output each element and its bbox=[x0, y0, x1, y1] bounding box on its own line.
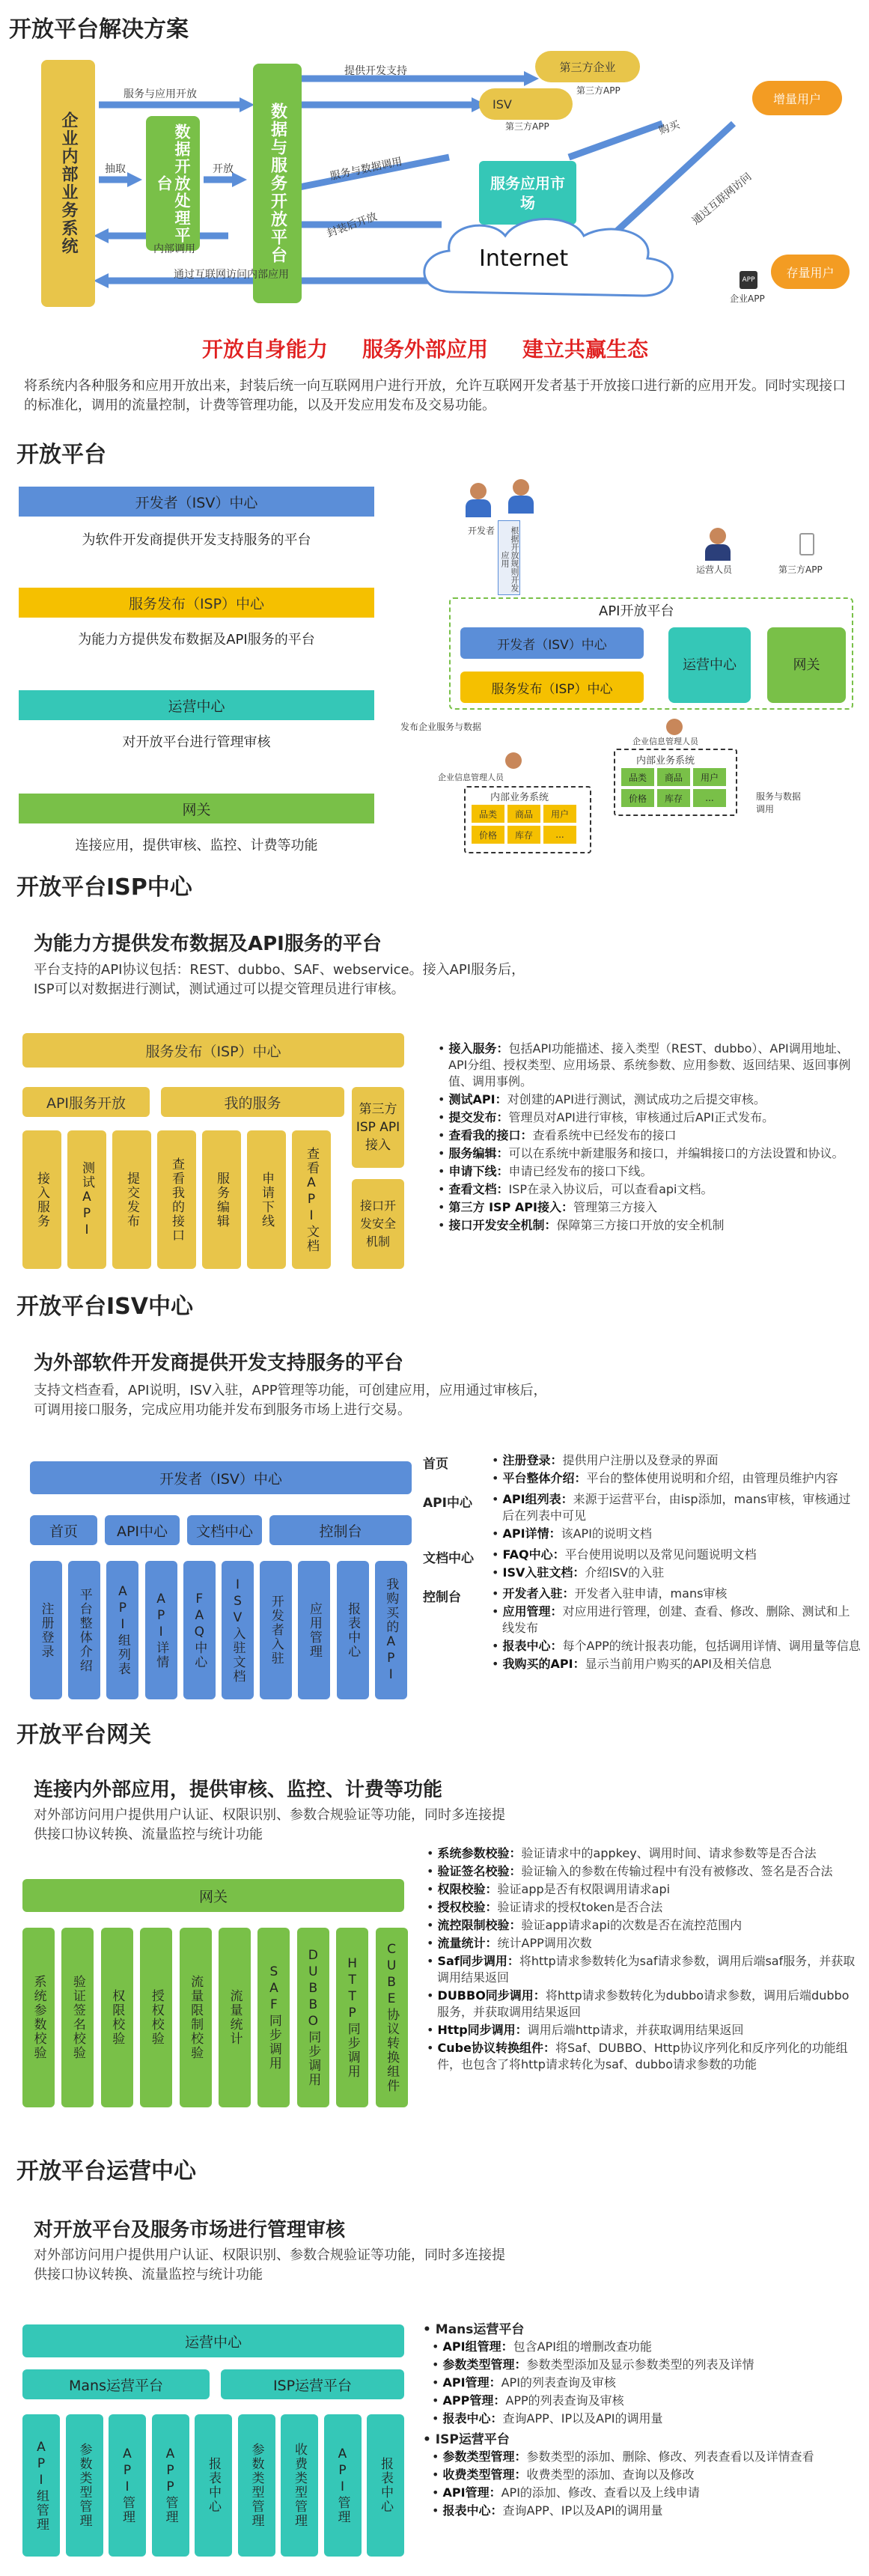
gw-leaf: CUBE协议转换组件 bbox=[376, 1928, 408, 2107]
section5-subtitle: 连接内外部应用，提供审核、监控、计费等功能 bbox=[34, 1779, 443, 1801]
developer2-icon bbox=[513, 479, 529, 496]
label-services: 服务与应用开放 bbox=[124, 88, 197, 100]
label-internet-access: 通过互联网访问 bbox=[689, 171, 754, 228]
slogans: 开放自身能力 服务外部应用 建立共赢生态 bbox=[202, 337, 649, 362]
bullet-item: • 平台整体介绍：平台的整体使用说明和介绍，由管理员维护内容 bbox=[492, 1470, 861, 1487]
isp-leaf: 申请下线 bbox=[247, 1130, 286, 1269]
diag-ops-box: 运营中心 bbox=[668, 627, 751, 703]
api-platform-label: API开放平台 bbox=[599, 603, 674, 619]
ops-leaf: 报表中心 bbox=[367, 2414, 404, 2557]
bullet-item: • API管理：API的列表查询及审核 bbox=[432, 2375, 861, 2391]
bullet-item: • 报表中心：每个APP的统计报表功能，包括调用详情、调用量等信息 bbox=[492, 1638, 861, 1654]
isp-center-desc: 为能力方提供发布数据及API服务的平台 bbox=[78, 632, 315, 648]
bullet-item: • 查看我的接口：查看系统中已经发布的接口 bbox=[438, 1127, 857, 1144]
isp-group1: API服务开放 bbox=[22, 1087, 150, 1117]
developer-icon bbox=[470, 483, 487, 499]
gw-leaf: 权限校验 bbox=[101, 1928, 133, 2107]
label-encap: 封装后开放 bbox=[325, 210, 379, 240]
bullet-item: • 第三方 ISP API接入：管理第三方接入 bbox=[438, 1199, 857, 1216]
bullet-item: • API组管理：包含API组的增删改查功能 bbox=[432, 2339, 861, 2355]
section4-title: 开放平台ISV中心 bbox=[16, 1294, 193, 1320]
side-category: 控制台 bbox=[423, 1590, 461, 1605]
internal2-label: 内部业务系统 bbox=[636, 755, 695, 767]
gw-leaf: 系统参数校验 bbox=[22, 1928, 55, 2107]
market-box: 服务应用市场 bbox=[479, 161, 576, 225]
diag-isv-box: 开发者（ISV）中心 bbox=[460, 627, 644, 659]
bullet-item: • ISV入驻文档：介绍ISV的入驻 bbox=[492, 1565, 861, 1581]
manager-icon bbox=[505, 752, 522, 769]
isp-group3: 第三方ISP API接入 bbox=[352, 1087, 404, 1168]
internal2-grid: 品类 商品 用户 价格 库存 ... bbox=[621, 768, 726, 807]
label-extract: 抽取 bbox=[105, 163, 126, 175]
label-internet-call: 通过互联网访问内部应用 bbox=[174, 269, 289, 281]
ops-staff-label: 运营人员 bbox=[696, 564, 733, 575]
bullet-item: • 我购买的API：显示当前用户购买的API及相关信息 bbox=[492, 1656, 861, 1672]
isv-ellipse: ISV bbox=[479, 88, 573, 120]
gw-leaf: 授权校验 bbox=[140, 1928, 172, 2107]
third-app-diagram-label: 第三方APP bbox=[778, 564, 823, 575]
isp-group2: 我的服务 bbox=[161, 1087, 344, 1117]
new-users-ellipse: 增量用户 bbox=[752, 81, 842, 115]
section1-title: 开放平台解决方案 bbox=[9, 16, 189, 43]
ops-staff-icon bbox=[710, 528, 726, 544]
isv-side bbox=[423, 1452, 861, 1677]
ent-manager-label: 企业信息管理人员 bbox=[438, 773, 504, 782]
bullet-item: • 测试API：对创建的API进行测试，测试成功之后提交审核。 bbox=[438, 1091, 857, 1108]
bullet-item: • 接口开发安全机制：保障第三方接口开放的安全机制 bbox=[438, 1217, 857, 1234]
isv-leaf: 我购买的API bbox=[375, 1561, 407, 1699]
phone-icon bbox=[799, 533, 814, 555]
ops-g-mans: Mans运营平台 bbox=[22, 2369, 210, 2399]
bullet-item: • API管理：API的添加、修改、查看以及上线申请 bbox=[432, 2485, 861, 2501]
manager2-icon bbox=[666, 719, 683, 735]
developer-label: 开发者 bbox=[468, 526, 496, 536]
label-open: 开放 bbox=[213, 163, 234, 175]
isv-leaf: 应用管理 bbox=[298, 1561, 330, 1699]
bullet-item: • 流量统计：统计APP调用次数 bbox=[427, 1935, 861, 1952]
isp-leaf: 查看API文档 bbox=[292, 1130, 331, 1269]
ops-leaf: APP管理 bbox=[152, 2414, 189, 2557]
internet-label: Internet bbox=[479, 246, 569, 272]
ops-g-isp: ISP运营平台 bbox=[221, 2369, 404, 2399]
isp-bullets bbox=[438, 1041, 857, 1235]
developer2-body bbox=[508, 496, 534, 514]
gw-leaf: DUBBO同步调用 bbox=[297, 1928, 329, 2107]
ops-top-bar: 运营中心 bbox=[22, 2324, 404, 2357]
section4-desc: 支持文档查看，API说明，ISV入驻，APP管理等功能，可创建应用，应用通过审核后，可调用接口服务，完成应用功能并发布到服务市场上进行交易。 bbox=[34, 1383, 547, 1418]
section5-title: 开放平台网关 bbox=[16, 1722, 151, 1748]
isp-leaf: 查看我的接口 bbox=[157, 1130, 196, 1269]
bullet-item: • 参数类型管理：参数类型的添加、删除、修改、列表查看以及详情查看 bbox=[432, 2449, 861, 2465]
existing-users-ellipse: 存量用户 bbox=[771, 255, 850, 289]
isp-leaf: 接口开发安全机制 bbox=[352, 1179, 404, 1269]
internal-label: 内部业务系统 bbox=[490, 792, 549, 803]
bullet-item: • 应用管理：对应用进行管理，创建、查看、修改、删除、测试和上线发布 bbox=[492, 1604, 861, 1636]
gw-leaf: 流量统计 bbox=[219, 1928, 251, 2107]
side-category: 文档中心 bbox=[423, 1551, 474, 1566]
isv-g-doc: 文档中心 bbox=[187, 1515, 262, 1545]
internal-grid: 品类 商品 用户 价格 库存 ... bbox=[472, 805, 576, 844]
ent-app-label: 企业APP bbox=[730, 293, 765, 304]
side-category: API中心 bbox=[423, 1496, 472, 1511]
bullet-item: • Cube协议转换组件：将Saf、DUBBO、Http协议序列化和反序列化的功能组件，也包含了将http请求转化为saf、dubbo请求参数的功能 bbox=[427, 2040, 861, 2073]
section3-title: 开放平台ISP中心 bbox=[16, 874, 192, 901]
ops-center-desc: 对开放平台进行管理审核 bbox=[122, 734, 271, 750]
gw-top-bar: 网关 bbox=[22, 1879, 404, 1912]
bullet-item: • 报表中心：查询APP、IP以及API的调用量 bbox=[432, 2503, 861, 2519]
label-internal: 内部调用 bbox=[153, 243, 195, 255]
bullet-item: • Http同步调用：调用后端http请求，并获取调用结果返回 bbox=[427, 2022, 861, 2038]
bullet-item: • 权限校验：验证app是否有权限调用请求api bbox=[427, 1881, 861, 1898]
diag-gw-box: 网关 bbox=[767, 627, 846, 703]
section5-desc: 对外部访问用户提供用户认证、权限识别、参数合规验证等功能，同时多连接提供接口协议转换、流量监控与统计功能 bbox=[34, 1807, 505, 1842]
ops-leaf: API组管理 bbox=[22, 2414, 60, 2557]
bullet-item: • Saf同步调用：将http请求参数转化为saf请求参数，调用后端saf服务，并获取调用结果返回 bbox=[427, 1953, 861, 1986]
gw-leaf: 流量限制校验 bbox=[180, 1928, 212, 2107]
enterprise-box: 企业内部业务系统 bbox=[41, 60, 95, 307]
ops-leaf: 参数类型管理 bbox=[238, 2414, 275, 2557]
section1-desc: 将系统内各种服务和应用开放出来，封装后统一向互联网用户进行开放，允许互联网开发者基于开放接口进行新的应用开发。同时实现接口的标准化，调用的流量控制，计费等管理功能，以及开发应用发布及交易功能。 bbox=[24, 378, 846, 413]
isv-center-bar: 开发者（ISV）中心 bbox=[19, 487, 374, 517]
ops-staff-body bbox=[705, 544, 731, 561]
app-icon: APP bbox=[740, 271, 757, 289]
bullet-item: • 收费类型管理：收费类型的添加、查询以及修改 bbox=[432, 2467, 861, 2483]
isp-leaf: 服务编辑 bbox=[202, 1130, 241, 1269]
bullet-item: • 查看文档：ISP在录入协议后，可以查看api文档。 bbox=[438, 1181, 857, 1198]
section6-subtitle: 对开放平台及服务市场进行管理审核 bbox=[34, 2219, 346, 2241]
ent-manager2-label: 企业信息管理人员 bbox=[632, 737, 698, 746]
section2-title: 开放平台 bbox=[16, 442, 106, 468]
isp-leaf: 测试API bbox=[67, 1130, 106, 1269]
isp-leaf: 提交发布 bbox=[112, 1130, 151, 1269]
dev-rules-tag: 根据开放规则开发应用 bbox=[498, 520, 520, 595]
bullet-item: • 报表中心：查询APP、IP以及API的调用量 bbox=[432, 2411, 861, 2427]
gateway-bar: 网关 bbox=[19, 794, 374, 823]
section6-desc: 对外部访问用户提供用户认证、权限识别、参数合规验证等功能，同时多连接提供接口协议转换、流量监控与统计功能 bbox=[34, 2247, 505, 2283]
isv-leaf: 报表中心 bbox=[337, 1561, 369, 1699]
bullet-item: • 流控限制校验：验证app请求api的次数是否在流控范围内 bbox=[427, 1917, 861, 1934]
gw-leaf: HTTP同步调用 bbox=[336, 1928, 368, 2107]
isv-g-console: 控制台 bbox=[269, 1515, 412, 1545]
gw-leaf: 验证签名校验 bbox=[61, 1928, 94, 2107]
isp-leaf: 接入服务 bbox=[22, 1130, 61, 1269]
ops-leaf: 收费类型管理 bbox=[281, 2414, 318, 2557]
bullet-item: • 开发者入驻：开发者入驻申请，mans审核 bbox=[492, 1586, 861, 1602]
isv-leaf: API组列表 bbox=[106, 1561, 138, 1699]
ops-leaf: API管理 bbox=[324, 2414, 362, 2557]
label-service-data: 服务与数据调用 bbox=[329, 155, 403, 183]
svc-call-label: 服务与数据调用 bbox=[756, 791, 802, 814]
bullet-item: • 服务编辑：可以在系统中新建服务和接口，并编辑接口的方法设置和协议。 bbox=[438, 1145, 857, 1162]
isv-top-bar: 开发者（ISV）中心 bbox=[30, 1461, 412, 1494]
isv-leaf: 注册登录 bbox=[30, 1561, 62, 1699]
isv-leaf: 平台整体介绍 bbox=[68, 1561, 100, 1699]
label-buy: 购买 bbox=[657, 118, 682, 138]
bullet-item: • APP管理：APP的列表查询及审核 bbox=[432, 2393, 861, 2409]
section3-desc: 平台支持的API协议包括：REST、dubbo、SAF、webservice。接入API服务后，ISP可以对数据进行测试，测试通过可以提交管理员进行审核。 bbox=[34, 962, 525, 997]
bullet-item: • 提交发布：管理员对API进行审核，审核通过后API正式发布。 bbox=[438, 1109, 857, 1126]
gw-bullets bbox=[427, 1845, 861, 2074]
bullet-item: • 参数类型管理：参数类型添加及显示参数类型的列表及详情 bbox=[432, 2357, 861, 2373]
bullet-item: • 申请下线：申请已经发布的接口下线。 bbox=[438, 1163, 857, 1180]
isv-center-desc: 为软件开发商提供开发支持服务的平台 bbox=[82, 532, 311, 548]
isv-app-label: 第三方APP bbox=[505, 121, 549, 132]
ops-leaf: API管理 bbox=[109, 2414, 146, 2557]
bullet-item: • 系统参数校验：验证请求中的appkey、调用时间、请求参数等是否合法 bbox=[427, 1845, 861, 1862]
isp-top-bar: 服务发布（ISP）中心 bbox=[22, 1033, 404, 1068]
gw-leaf: SAF同步调用 bbox=[257, 1928, 290, 2107]
ops-center-bar: 运营中心 bbox=[19, 690, 374, 720]
section3-subtitle: 为能力方提供发布数据及API服务的平台 bbox=[34, 933, 382, 955]
side-category: • ISP运营平台 bbox=[423, 2432, 510, 2447]
bullet-item: • API组列表：来源于运营平台，由isp添加，mans审核，审核通过后在列表中可见 bbox=[492, 1491, 861, 1524]
section6-title: 开放平台运营中心 bbox=[16, 2158, 196, 2184]
service-platform-box: 数据与服务开放平台 bbox=[253, 64, 302, 303]
label-dev-support: 提供开发支持 bbox=[344, 65, 407, 77]
isv-leaf: API详情 bbox=[145, 1561, 177, 1699]
publish-label: 发布企业服务与数据 bbox=[400, 722, 482, 732]
isv-leaf: FAQ中心 bbox=[183, 1561, 216, 1699]
ops-leaf: 参数类型管理 bbox=[66, 2414, 103, 2557]
bullet-item: • FAQ中心：平台使用说明以及常见问题说明文档 bbox=[492, 1547, 861, 1563]
bullet-item: • 接入服务：包括API功能描述、接入类型（REST、dubbo）、API调用地址、API分组、授权类型、应用场景、系统参数、应用参数、返回结果、返回事例值、调用事例。 bbox=[438, 1041, 857, 1090]
developer-body bbox=[466, 499, 491, 517]
ops-leaf: 报表中心 bbox=[195, 2414, 232, 2557]
bullet-item: • DUBBO同步调用：将http请求参数转化为dubbo请求参数，调用后端dubbo服务，并获取调用结果返回 bbox=[427, 1988, 861, 2021]
bullet-item: • 授权校验：验证请求的授权token是否合法 bbox=[427, 1899, 861, 1916]
bullet-item: • 注册登录：提供用户注册以及登录的界面 bbox=[492, 1452, 861, 1469]
data-platform-box: 数据开放处理平台 bbox=[146, 116, 200, 251]
ops-side bbox=[423, 2317, 861, 2521]
isv-leaf: ISV入驻文档 bbox=[222, 1561, 254, 1699]
diag-isp-box: 服务发布（ISP）中心 bbox=[460, 672, 644, 703]
bullet-item: • 验证签名校验：验证输入的参数在传输过程中有没有被修改、签名是否合法 bbox=[427, 1863, 861, 1880]
third-party-ellipse: 第三方企业 bbox=[535, 51, 640, 82]
isp-center-bar: 服务发布（ISP）中心 bbox=[19, 588, 374, 618]
isv-leaf: 开发者入驻 bbox=[260, 1561, 292, 1699]
side-category: • Mans运营平台 bbox=[423, 2322, 525, 2337]
gateway-desc: 连接应用，提供审核、监控、计费等功能 bbox=[75, 838, 318, 853]
section4-subtitle: 为外部软件开发商提供开发支持服务的平台 bbox=[34, 1352, 404, 1374]
isv-g-home: 首页 bbox=[30, 1515, 97, 1545]
isv-g-api: API中心 bbox=[105, 1515, 180, 1545]
third-app-label: 第三方APP bbox=[576, 85, 621, 96]
side-category: 首页 bbox=[423, 1457, 448, 1472]
bullet-item: • API详情：该API的说明文档 bbox=[492, 1526, 861, 1542]
